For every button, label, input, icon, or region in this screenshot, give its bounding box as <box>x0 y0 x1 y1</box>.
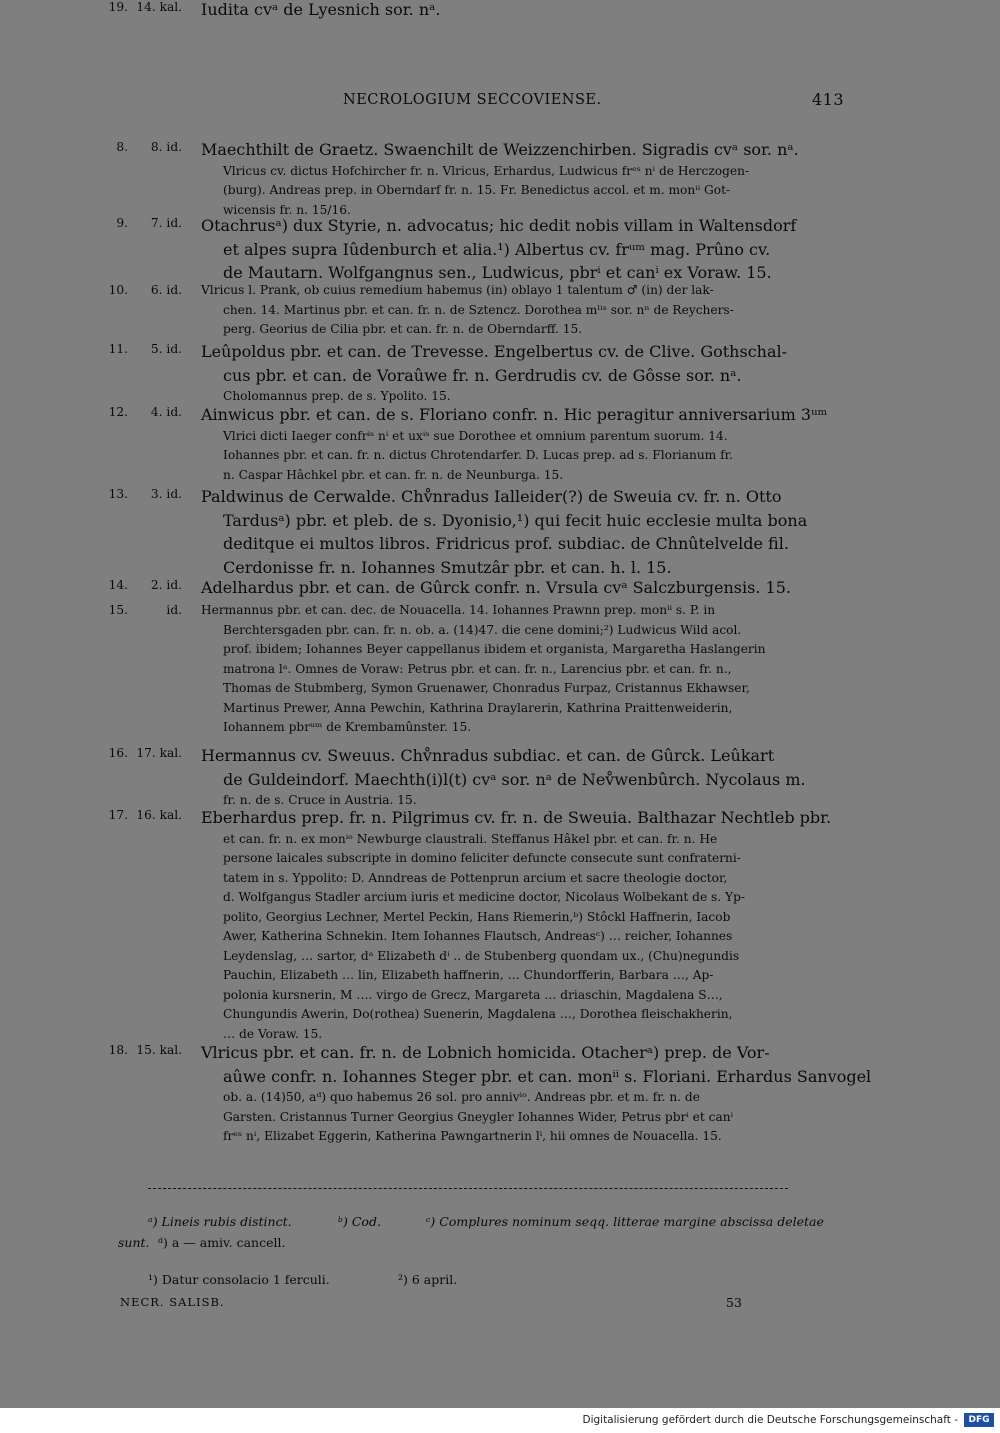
footnote-a: ᵃ) Lineis rubis distinct. <box>148 1214 292 1229</box>
separator-rule <box>148 1188 788 1189</box>
entry-line <box>100 405 842 429</box>
footnote-c-cont: sunt. <box>118 1235 150 1250</box>
footer-credit: Digitalisierung gefördert durch die Deutsche Forschungsgemeinschaft - <box>582 1414 958 1426</box>
entry-text: … de Voraw. 15. <box>223 1026 323 1041</box>
entry-text: de Guldeindorf. Maechth(i)l(t) cvᵃ sor. nᵃ de Nev̊wenbûrch. Nycolaus m. <box>223 769 806 789</box>
entry <box>100 1043 872 1149</box>
entry-text: Garsten. Cristannus Turner Georgius Gneygler Iohannes Wider, Petrus pbrⁱ et canⁱ <box>223 1109 734 1124</box>
entry-line <box>100 968 842 988</box>
roman-date: 2. id. <box>150 578 182 592</box>
entry-line <box>100 746 842 770</box>
entry-text: Paldwinus de Cerwalde. Chv̊nradus Ialleider(?) de Sweuia cv. fr. n. Otto <box>201 487 782 506</box>
day-number: 18. <box>108 1043 128 1057</box>
dfg-logo: DFG <box>964 1413 994 1427</box>
entry-text: prof. ibidem; Iohannes Beyer cappellanus ibidem et organista, Margaretha Haslangerin <box>223 642 766 656</box>
entry-line <box>100 1043 842 1067</box>
entry-text: Tardusᵃ) pbr. et pleb. de s. Dyonisio,¹) qui fecit huic ecclesie multa bona <box>223 510 808 530</box>
entry-line <box>100 929 842 949</box>
entry-line <box>100 1129 842 1149</box>
footnote-d: ᵈ) a — amiv. cancell. <box>158 1235 286 1250</box>
day-number: 12. <box>108 405 128 419</box>
roman-date: 15. kal. <box>136 1043 182 1057</box>
entry-line <box>100 283 842 303</box>
entry-text: frᵉˢ nⁱ, Elizabet Eggerin, Katherina Pawngartnerin lⁱ, hii omnes de Nouacella. 15. <box>223 1129 722 1143</box>
entry-line <box>100 949 842 969</box>
entry-line <box>100 720 842 740</box>
footnote-2: ²) 6 april. <box>398 1272 458 1287</box>
entry-text: Vlrici dicti Iaeger confrⁱˢ nⁱ et uxⁱˢ sue Dorothee et omnium parentum suorum. 14. <box>223 428 728 443</box>
entry-text: Cerdonisse fr. n. Iohannes Smutzâr pbr. et can. h. l. 15. <box>223 557 672 577</box>
day-number: 9. <box>116 216 128 230</box>
footnote-b: ᵇ) Cod. <box>338 1214 381 1229</box>
entry-text: Leûpoldus pbr. et can. de Trevesse. Engelbertus cv. de Clive. Gothschal- <box>201 342 788 361</box>
entry-line <box>100 623 842 643</box>
entry-text: Ainwicus pbr. et can. de s. Floriano confr. n. Hic peragitur anniversarium 3ᵘᵐ <box>201 405 828 424</box>
entry-text: Leydenslag, … sartor, dᵃ Elizabeth dⁱ .. de Stubenberg quondam ux., (Chu)negundis <box>223 948 740 963</box>
digitization-footer <box>0 1408 1000 1433</box>
entry-line <box>100 910 842 930</box>
entry <box>100 746 842 813</box>
entry-line <box>100 1066 872 1091</box>
roman-date: 17. kal. <box>136 746 182 760</box>
roman-date: 3. id. <box>150 487 182 501</box>
entry-line <box>100 303 842 323</box>
day-number: 14. <box>108 578 128 592</box>
entry-text: Hermannus pbr. et can. dec. de Nouacella. 14. Iohannes Prawnn prep. monⁱⁱ s. P. in <box>201 603 716 617</box>
entry-line <box>100 988 842 1008</box>
roman-date: 5. id. <box>150 342 182 356</box>
entry-line <box>100 322 842 342</box>
entry-line <box>100 468 842 488</box>
entry-line <box>100 511 842 535</box>
entry-line <box>100 1090 842 1110</box>
entry <box>100 140 842 222</box>
footnote-1: ¹) Datur consolacio 1 ferculi. <box>148 1272 330 1287</box>
entry-line <box>100 662 842 682</box>
day-number: 17. <box>108 808 128 822</box>
entry <box>100 0 842 24</box>
entry-text: persone laicales subscripte in domino feliciter defuncte consecute sunt confraterni- <box>223 851 741 865</box>
entry-line <box>100 770 842 794</box>
roman-date: 8. id. <box>150 140 182 154</box>
entry-text: tatem in s. Yppolito: D. Anndreas de Pottenprun arcium et sacre theologie doctor, <box>223 870 728 885</box>
entry-line <box>100 216 842 240</box>
day-number: 19. <box>108 0 128 14</box>
entry-line <box>100 832 842 852</box>
entry <box>100 603 842 740</box>
entry-text: Hermannus cv. Sweuus. Chv̊nradus subdiac. et can. de Gûrck. Leûkart <box>201 746 775 765</box>
entry <box>100 405 842 487</box>
entry-text: ob. a. (14)50, aᵈ) quo habemus 26 sol. pro annivⁱᵒ. Andreas pbr. et m. fr. n. de <box>223 1090 700 1104</box>
entry-text: chen. 14. Martinus pbr. et can. fr. n. de Sztencz. Dorothea mˡⁱˢ sor. nⁿ de Reychers- <box>223 302 734 317</box>
entry-text: Iudita cvᵃ de Lyesnich sor. nᵃ. <box>201 0 441 19</box>
entry-text: Vlricus l. Prank, ob cuius remedium habemus (in) oblayo 1 talentum ♂ (in) der lak- <box>201 283 714 297</box>
day-number: 15. <box>108 603 128 617</box>
page-number: 413 <box>812 90 845 109</box>
entry-text: Awer, Katherina Schnekin. Item Iohannes Flautsch, Andreasᶜ) … reicher, Iohannes <box>223 929 733 943</box>
entry-text: deditque ei multos libros. Fridricus prof. subdiac. de Chnûtelvelde fil. <box>223 534 789 553</box>
entry-line <box>100 240 842 264</box>
entry-text: Otachrusᵃ) dux Styrie, n. advocatus; hic dedit nobis villam in Waltensdorf <box>201 216 797 235</box>
entry-text: de Mautarn. Wolfgangnus sen., Ludwicus, pbrⁱ et canⁱ ex Voraw. 15. <box>223 263 772 282</box>
signature-mark: NECR. SALISB. <box>120 1295 225 1309</box>
entry <box>100 216 842 287</box>
roman-date: 16. kal. <box>136 808 182 822</box>
entry-line <box>100 603 842 623</box>
entry-text: Pauchin, Elizabeth … lin, Elizabeth haffnerin, … Chundorfferin, Barbara …, Ap- <box>223 968 714 982</box>
entry-line <box>100 808 842 832</box>
entry-line <box>100 342 842 366</box>
entry-text: matrona lᵃ. Omnes de Voraw: Petrus pbr. et can. fr. n., Larencius pbr. et can. fr. n., <box>223 661 732 676</box>
day-number: 10. <box>108 283 128 297</box>
entry-line <box>100 1110 842 1130</box>
entry-line <box>100 701 842 721</box>
entry-text: aûwe confr. n. Iohannes Steger pbr. et can. monⁱⁱ s. Floriani. Erhardus Sanvogel <box>223 1066 872 1086</box>
entry-text: Vlricus cv. dictus Hofchircher fr. n. Vlricus, Erhardus, Ludwicus frᵉˢ nⁱ de Herczogen- <box>223 163 750 178</box>
entry-text: Iohannem pbrᵘᵐ de Krembamûnster. 15. <box>223 720 472 734</box>
day-number: 8. <box>116 140 128 154</box>
entry-line <box>100 487 842 511</box>
entry-text: n. Caspar Hâchkel pbr. et can. fr. n. de Neunburga. 15. <box>223 467 564 482</box>
roman-date: id. <box>166 603 182 617</box>
entry-text: et can. fr. n. ex monⁱᵒ Newburge claustrali. Steffanus Hâkel pbr. et can. fr. n. He <box>223 831 718 846</box>
entry-line <box>100 366 842 390</box>
entry-text: cus pbr. et can. de Voraûwe fr. n. Gerdrudis cv. de Gôsse sor. nᵃ. <box>223 365 742 385</box>
entry-line <box>100 1007 842 1027</box>
entry-line <box>100 0 842 24</box>
entry-text: Iohannes pbr. et can. fr. n. dictus Chrotendarfer. D. Lucas prep. ad s. Florianum fr. <box>223 448 733 462</box>
entry-line <box>100 429 842 449</box>
entry <box>100 578 842 602</box>
signature-number: 53 <box>726 1295 742 1310</box>
entry-line <box>100 183 842 203</box>
entry-line <box>100 871 842 891</box>
entry-line <box>100 851 842 871</box>
roman-date: 6. id. <box>150 283 182 297</box>
entry-text: Vlricus pbr. et can. fr. n. de Lobnich homicida. Otacherᵃ) prep. de Vor- <box>201 1043 770 1062</box>
entry-text: perg. Georius de Cilia pbr. et can. fr. n. de Oberndarff. 15. <box>223 322 583 336</box>
entry-line <box>100 578 842 602</box>
entry-line <box>100 140 842 164</box>
entry-text: polito, Georgius Lechner, Mertel Peckin, Hans Riemerin,ᵇ) Stôckl Haffnerin, Iacob <box>223 909 731 924</box>
entry-text: Martinus Prewer, Anna Pewchin, Kathrina Draylarerin, Kathrina Praittenweiderin, <box>223 700 733 715</box>
running-head: NECROLOGIUM SECCOVIENSE. <box>343 92 602 108</box>
entry <box>100 808 842 1046</box>
entry-text: et alpes supra Iûdenburch et alia.¹) Albertus cv. frᵘᵐ mag. Prûno cv. <box>223 239 771 259</box>
entry-line <box>100 164 842 184</box>
entry-line <box>100 890 842 910</box>
entry-text: Eberhardus prep. fr. n. Pilgrimus cv. fr. n. de Sweuia. Balthazar Nechtleb pbr. <box>201 808 832 827</box>
entry-text: fr. n. de s. Cruce in Austria. 15. <box>223 793 417 807</box>
entry-text: Chungundis Awerin, Do(rothea) Suenerin, Magdalena …, Dorothea fleischakherin, <box>223 1007 733 1021</box>
entry <box>100 342 842 409</box>
entry-text: Cholomannus prep. de s. Ypolito. 15. <box>223 389 451 403</box>
entry-text: Thomas de Stubmberg, Symon Gruenawer, Chonradus Furpaz, Cristannus Ekhawser, <box>223 681 750 695</box>
roman-date: 4. id. <box>150 405 182 419</box>
entry-text: (burg). Andreas prep. in Oberndarf fr. n. 15. Fr. Benedictus accol. et m. monⁱⁱ Got- <box>223 183 731 197</box>
entry-text: polonia kursnerin, M …. virgo de Grecz, Margareta … driaschin, Magdalena S…, <box>223 987 723 1002</box>
entry-line <box>100 681 842 701</box>
entry-line <box>100 642 842 662</box>
entry-text: wicensis fr. n. 15/16. <box>223 202 351 217</box>
entry-text: Berchtersgaden pbr. can. fr. n. ob. a. (14)47. die cene domini;²) Ludwicus Wild acol. <box>223 622 742 637</box>
day-number: 11. <box>108 342 128 356</box>
roman-date: 7. id. <box>150 216 182 230</box>
entry-line <box>100 448 842 468</box>
entry-text: d. Wolfgangus Stadler arcium iuris et medicine doctor, Nicolaus Wolbekant de s. Yp- <box>223 890 746 904</box>
day-number: 16. <box>108 746 128 760</box>
entry-line <box>100 534 842 558</box>
entry <box>100 283 842 342</box>
day-number: 13. <box>108 487 128 501</box>
entry-text: Adelhardus pbr. et can. de Gûrck confr. n. Vrsula cvᵃ Salczburgensis. 15. <box>201 578 791 597</box>
footnote-c: ᶜ) Complures nominum seqq. litterae margine abscissa deletae <box>426 1214 824 1229</box>
roman-date: 14. kal. <box>136 0 182 14</box>
entry <box>100 487 842 581</box>
entry-text: Maechthilt de Graetz. Swaenchilt de Weizzenchirben. Sigradis cvᵃ sor. nᵃ. <box>201 140 799 159</box>
